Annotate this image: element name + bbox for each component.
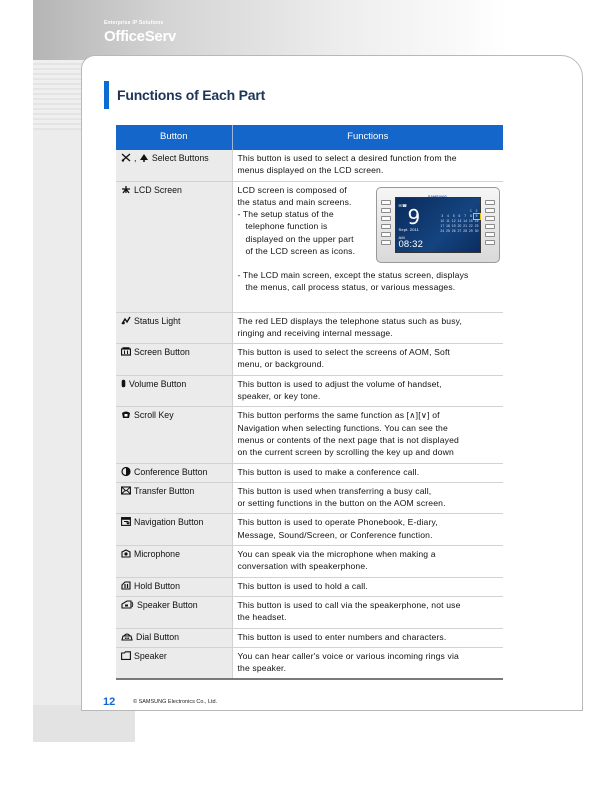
calendar-day: 21 xyxy=(463,223,468,228)
soft-key xyxy=(381,208,391,213)
function-cell xyxy=(232,514,503,546)
screen-day-number: 9 xyxy=(407,204,421,229)
calendar-day: 19 xyxy=(451,223,456,228)
speaker-button-icon xyxy=(121,600,134,609)
function-line: This button is used to adjust the volume of handset, xyxy=(237,378,442,389)
function-cell xyxy=(232,375,503,407)
copyright-notice: © SAMSUNG Electronics Co., Ltd. xyxy=(133,699,218,705)
button-name-cell xyxy=(116,463,232,482)
button-name: Dial Button xyxy=(136,631,180,642)
table-row xyxy=(116,344,503,376)
button-name-cell xyxy=(116,628,232,647)
screen-button-icon xyxy=(121,347,131,356)
calendar-day: 28 xyxy=(463,228,468,233)
function-line: This button is used to make a conference call. xyxy=(237,466,420,477)
lcd-main-text xyxy=(238,269,500,294)
function-line: the speaker. xyxy=(237,663,287,674)
hold-button-icon xyxy=(121,581,131,590)
function-line: or setting functions in the button on the AOM screen. xyxy=(237,498,446,509)
calendar-day: 23 xyxy=(474,223,479,228)
soft-key xyxy=(381,200,391,205)
screen-calendar xyxy=(440,209,480,234)
function-line: of the LCD screen as icons. xyxy=(245,246,356,257)
function-line: This button is used to operate Phonebook, E-diary, xyxy=(237,517,438,528)
function-line: This button is used to hold a call. xyxy=(237,580,368,591)
calendar-day: 14 xyxy=(463,218,468,223)
function-cell xyxy=(232,463,503,482)
button-name: Hold Button xyxy=(134,580,180,591)
title-accent-bar xyxy=(104,81,109,109)
function-cell xyxy=(232,312,503,344)
calendar-day: 11 xyxy=(446,218,450,223)
table-row xyxy=(116,546,503,578)
calendar-day: 15 xyxy=(468,218,473,223)
table-row xyxy=(116,514,503,546)
function-line: This button is used when transferring a busy call, xyxy=(237,485,432,496)
function-line: Navigation when selecting functions. You can see the xyxy=(237,422,448,433)
function-cell xyxy=(232,546,503,578)
function-line: - The LCD main screen, except the status screen, displays xyxy=(237,269,469,280)
function-cell xyxy=(232,407,503,463)
calendar-day: 4 xyxy=(447,213,450,218)
calendar-day: 13 xyxy=(457,218,462,223)
transfer-button-icon xyxy=(121,486,131,495)
button-name-cell xyxy=(116,596,232,628)
soft-key xyxy=(485,200,495,205)
button-name: Status Light xyxy=(134,315,181,326)
table-row xyxy=(116,181,503,312)
status-light-icon xyxy=(121,316,131,325)
function-line: This button is used to select a desired function from the xyxy=(237,153,457,163)
column-header-button: Button xyxy=(116,125,232,150)
functions-table xyxy=(116,125,503,680)
conference-button-icon xyxy=(121,467,131,476)
function-line: speaker, or key tone. xyxy=(237,391,321,402)
soft-key xyxy=(381,224,391,229)
soft-key xyxy=(485,240,495,245)
table-row xyxy=(116,150,503,181)
soft-key xyxy=(381,232,391,237)
button-name-cell xyxy=(116,375,232,407)
brand-logo xyxy=(104,20,176,45)
select-buttons-icon xyxy=(139,153,149,162)
function-line: You can hear caller's voice or various incoming rings via xyxy=(237,650,459,661)
calendar-day: 12 xyxy=(451,218,456,223)
button-name-cell xyxy=(116,344,232,376)
calendar-day: 16 xyxy=(474,218,479,223)
soft-key xyxy=(485,224,495,229)
button-name: Conference Button xyxy=(134,466,208,477)
button-name: Select Buttons xyxy=(151,153,209,163)
brand-name: OfficeServ xyxy=(104,28,177,45)
function-line: the menus, call process status, or various messages. xyxy=(245,281,456,292)
column-header-functions: Functions xyxy=(232,125,503,150)
function-line: conversation with speakerphone. xyxy=(237,561,368,572)
button-name: LCD Screen xyxy=(134,184,182,195)
calendar-day: 7 xyxy=(464,213,467,218)
button-name-cell xyxy=(116,514,232,546)
function-line: Message, Sound/Screen, or Conference function. xyxy=(237,529,433,540)
button-name: Screen Button xyxy=(134,347,190,358)
calendar-day: 9 xyxy=(475,213,478,218)
calendar-day: 20 xyxy=(457,223,462,228)
lcd-text-block xyxy=(238,184,374,258)
table-row xyxy=(116,463,503,482)
calendar-day: 10 xyxy=(440,218,445,223)
function-line: menus or contents of the next page that is not displayed xyxy=(237,434,459,445)
page-title: Functions of Each Part xyxy=(117,87,266,103)
button-name: Microphone xyxy=(134,549,180,560)
function-cell xyxy=(232,577,503,596)
page-number: 12 xyxy=(103,696,116,708)
function-line: displayed on the upper part xyxy=(245,233,354,244)
function-cell xyxy=(232,596,503,628)
soft-key xyxy=(381,240,391,245)
button-name: Scroll Key xyxy=(134,410,174,421)
table-row xyxy=(116,647,503,679)
calendar-day: 8 xyxy=(469,213,472,218)
button-name-cell xyxy=(116,150,232,181)
calendar-day: 17 xyxy=(440,223,445,228)
screen-time: 08:32 xyxy=(398,238,424,250)
screen-date: Sept. 2011 xyxy=(398,226,420,232)
calendar-day: 25 xyxy=(446,228,450,233)
table-row xyxy=(116,628,503,647)
table-row xyxy=(116,375,503,407)
function-cell xyxy=(232,482,503,514)
button-name: Speaker Button xyxy=(137,599,198,610)
function-line: the headset. xyxy=(237,612,287,623)
soft-key xyxy=(485,208,495,213)
screen-am: AM xyxy=(398,234,405,240)
scroll-key-icon xyxy=(121,410,131,419)
function-line: This button is used to enter numbers and characters. xyxy=(237,631,447,642)
function-line: telephone function is xyxy=(245,221,328,232)
function-line: menus displayed on the LCD screen. xyxy=(237,165,384,176)
calendar-day: 6 xyxy=(458,213,461,218)
calendar-day: 5 xyxy=(452,213,455,218)
function-line: This button is used to call via the speakerphone, not use xyxy=(237,599,461,610)
table-header-row xyxy=(116,125,503,150)
button-name-cell xyxy=(116,647,232,679)
button-name-cell xyxy=(116,312,232,344)
function-cell xyxy=(232,150,503,181)
brand-subtitle: Enterprise IP Solutions xyxy=(104,20,164,26)
calendar-day: 22 xyxy=(468,223,473,228)
speaker-icon xyxy=(121,651,131,660)
lcd-description xyxy=(238,184,499,308)
button-name-cell xyxy=(116,407,232,463)
function-line: ringing and receiving internal message. xyxy=(237,327,393,338)
function-line: This button is used to select the screens of AOM, Soft xyxy=(237,347,451,358)
function-line: This button performs the same function as [∧][∨] of xyxy=(237,410,440,421)
microphone-icon xyxy=(121,549,131,558)
table-row xyxy=(116,312,503,344)
soft-key xyxy=(381,216,391,221)
left-soft-keys xyxy=(381,200,391,245)
calendar-day: 26 xyxy=(451,228,456,233)
button-separator: , xyxy=(134,153,137,163)
calendar-day: 2 xyxy=(475,208,478,213)
status-icons: ✉☎ xyxy=(398,202,408,208)
volume-button-icon xyxy=(121,379,126,388)
dial-button-icon xyxy=(121,632,133,641)
table-row xyxy=(116,407,503,463)
table-row xyxy=(116,596,503,628)
function-line: LCD screen is composed of xyxy=(237,184,347,195)
function-line: You can speak via the microphone when making a xyxy=(237,549,436,560)
function-line: - The setup status of the xyxy=(237,209,334,220)
function-cell xyxy=(232,181,503,312)
function-line: The red LED displays the telephone status such as busy, xyxy=(237,315,462,326)
function-line: on the current screen by scrolling the key up and down xyxy=(237,447,454,458)
button-name: Volume Button xyxy=(129,378,187,389)
button-name-cell xyxy=(116,546,232,578)
lcd-screen-icon xyxy=(121,185,131,194)
soft-key xyxy=(485,232,495,237)
function-cell xyxy=(232,628,503,647)
table-row xyxy=(116,577,503,596)
button-name-cell xyxy=(116,181,232,312)
calendar-day: 18 xyxy=(446,223,450,228)
select-left-icon xyxy=(121,153,131,162)
calendar-day: 3 xyxy=(441,213,444,218)
function-cell xyxy=(232,344,503,376)
table-row xyxy=(116,482,503,514)
button-name: Speaker xyxy=(134,650,167,661)
function-line: menu, or background. xyxy=(237,359,325,370)
right-soft-keys xyxy=(485,200,495,245)
soft-key xyxy=(485,216,495,221)
function-line: the status and main screens. xyxy=(237,196,352,207)
calendar-day: 24 xyxy=(440,228,445,233)
phone-lcd-image xyxy=(376,187,500,263)
button-name-cell xyxy=(116,482,232,514)
calendar-day: 30 xyxy=(474,228,479,233)
button-name: Navigation Button xyxy=(134,517,204,528)
phone-screen xyxy=(395,197,481,253)
calendar-day: 29 xyxy=(468,228,473,233)
navigation-button-icon xyxy=(121,517,131,526)
button-name: Transfer Button xyxy=(134,485,195,496)
button-name-cell xyxy=(116,577,232,596)
calendar-day: 27 xyxy=(457,228,462,233)
calendar-day: 1 xyxy=(469,208,472,213)
function-cell xyxy=(232,647,503,679)
